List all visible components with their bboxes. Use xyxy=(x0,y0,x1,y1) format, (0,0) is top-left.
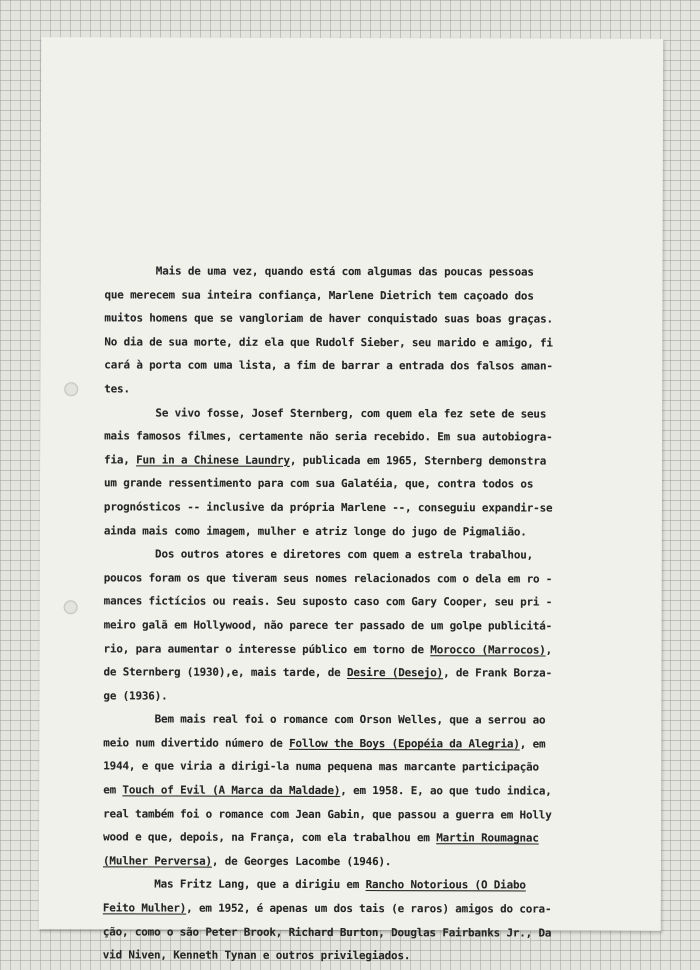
underlined-title: Morocco (Marrocos) xyxy=(430,642,546,657)
text-line xyxy=(103,920,613,945)
paragraph xyxy=(104,401,614,544)
text-segment: ge (1936). xyxy=(103,689,168,703)
text-segment: No dia de sua morte, diz ela que Rudolf Sieber, seu marido e amigo, fi xyxy=(104,335,553,350)
underlined-title: Feito Mulher) xyxy=(102,901,187,915)
text-line xyxy=(103,873,613,898)
text-line xyxy=(103,660,613,685)
text-segment: Mais de uma vez, quando está com algumas das poucas pessoas xyxy=(104,264,534,279)
text-segment: mances fictícios ou reais. Seu suposto caso com Gary Cooper, seu pri - xyxy=(103,594,553,609)
binder-hole xyxy=(64,600,78,614)
text-segment: , publicada em 1965, Sternberg demonstra xyxy=(289,453,547,468)
text-segment: Mas Fritz Lang, que a dirigiu em xyxy=(102,877,366,892)
text-segment: mais famosos filmes, certamente não seria recebido. Em sua autobiogra- xyxy=(104,429,553,444)
text-segment: , de Georges Lacombe (1946). xyxy=(211,854,392,868)
text-segment: muitos homens que se vangloriam de haver conquistado suas boas graças. xyxy=(104,311,553,326)
text-line xyxy=(103,708,613,733)
text-line xyxy=(104,377,614,402)
text-segment: que merecem sua inteira confiança, Marlene Dietrich tem caçoado dos xyxy=(104,287,534,303)
paragraph xyxy=(104,259,614,402)
typewritten-text xyxy=(103,259,615,968)
text-segment: de Sternberg (1930),e, mais tarde, de xyxy=(103,665,347,680)
text-line xyxy=(104,542,614,567)
paragraph xyxy=(103,708,613,874)
text-segment: real também foi o romance com Jean Gabin, que passou a guerra em Holly xyxy=(103,807,552,822)
underlined-title: Follow the Boys (Epopéia da Alegria) xyxy=(289,736,520,751)
underlined-title: Martin Roumagnac xyxy=(436,831,539,845)
text-line xyxy=(104,566,614,591)
underlined-title: Rancho Notorious (O Diabo xyxy=(365,878,526,892)
underlined-title: Touch of Evil (A Marca da Maldade) xyxy=(122,783,341,798)
text-segment: , em 1958. E, ao que tudo indica, xyxy=(340,784,552,798)
text-segment: Dos outros atores e diretores com quem a estrela trabalhou, xyxy=(103,547,534,562)
text-line xyxy=(103,944,613,969)
typed-page xyxy=(39,37,663,963)
text-segment: Se vivo fosse, Josef Sternberg, com quem ela fez sete de seus xyxy=(104,405,547,421)
text-line xyxy=(104,590,614,615)
text-line xyxy=(103,896,613,921)
text-segment: vid Niven, Kenneth Tynan e outros privilegiados. xyxy=(102,948,411,963)
text-line xyxy=(105,259,615,284)
underlined-title: Desire (Desejo) xyxy=(346,666,444,680)
text-segment: ainda mais como imagem, mulher e atriz longe do jugo de Pigmalião. xyxy=(103,523,527,538)
text-line xyxy=(103,849,613,874)
text-line xyxy=(103,684,613,709)
text-line xyxy=(103,826,613,851)
underlined-title: Fun in a Chinese Laundry xyxy=(136,453,290,467)
text-line xyxy=(104,330,614,355)
paragraph xyxy=(103,873,613,969)
text-line xyxy=(104,495,614,520)
text-segment: rio, para aumentar o interesse público em torno de xyxy=(103,641,431,656)
text-line xyxy=(104,283,614,308)
text-line xyxy=(104,401,614,426)
text-segment: wood e que, depois, na França, com ela trabalhou em xyxy=(103,830,437,845)
text-segment: meio num divertido número de xyxy=(103,736,290,750)
text-line xyxy=(104,448,614,473)
text-segment: 1944, e que viria a dirigi-la numa pequena mas marcante participação xyxy=(103,759,539,774)
text-segment: meiro galã em Hollywood, não parece ter passado de um golpe publicitá- xyxy=(103,618,553,633)
text-segment: poucos foram os que tiveram seus nomes relacionados com o dela em ro - xyxy=(103,571,553,586)
text-line xyxy=(103,802,613,827)
text-segment: tes. xyxy=(104,382,130,396)
text-segment: , de Frank Borza- xyxy=(443,666,553,680)
text-segment: Bem mais real foi o romance com Orson Welles, que a serrou ao xyxy=(103,712,546,727)
text-segment: prognósticos -- inclusive da própria Marlene --, conseguiu expandir-se xyxy=(103,500,553,515)
text-line xyxy=(104,354,614,379)
text-line xyxy=(104,472,614,497)
text-segment: , xyxy=(545,643,553,657)
text-line xyxy=(103,731,613,756)
text-segment: ção, como o são Peter Brook, Richard Burton, Douglas Fairbanks Jr., Da xyxy=(102,924,552,940)
text-segment: fia, xyxy=(104,453,137,467)
text-line xyxy=(103,778,613,803)
text-segment: um grande ressentimento para com sua Galatéia, que, contra todos os xyxy=(103,476,534,491)
text-line xyxy=(104,519,614,544)
text-segment: , em 1952, é apenas um dos tais (e raros) amigos do cora- xyxy=(186,901,552,916)
text-line xyxy=(104,613,614,638)
text-segment: em xyxy=(103,783,123,797)
text-segment: , em xyxy=(519,737,546,751)
text-line xyxy=(103,755,613,780)
underlined-title: (Mulher Perversa) xyxy=(102,854,212,868)
binder-hole xyxy=(64,382,78,396)
text-line xyxy=(104,307,614,332)
paragraph xyxy=(103,542,613,708)
text-line xyxy=(104,425,614,450)
text-line xyxy=(104,637,614,662)
text-segment: cará à porta com uma lista, a fim de barrar a entrada dos falsos aman- xyxy=(104,358,553,373)
